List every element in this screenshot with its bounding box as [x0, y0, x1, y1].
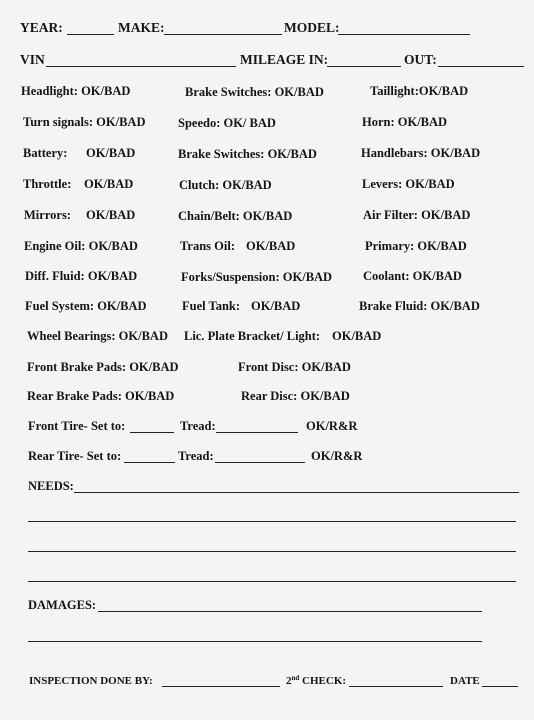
front-tire-label: Front Tire- Set to: [28, 419, 126, 433]
rear-tire-rating: OK/R&R [311, 449, 363, 463]
date-label: DATE [450, 675, 480, 687]
fuel-system-check: Fuel System: OK/BAD [25, 299, 147, 313]
damages-label: DAMAGES: [28, 598, 97, 612]
inspection-done-by-field[interactable] [162, 686, 280, 687]
fuel-tank-value: OK/BAD [251, 299, 301, 313]
coolant-check: Coolant: OK/BAD [363, 269, 462, 283]
model-label: MODEL: [284, 20, 340, 35]
diff-fluid-check: Diff. Fluid: OK/BAD [25, 269, 138, 283]
handlebars-check: Handlebars: OK/BAD [361, 146, 481, 160]
rear-tread-field[interactable] [215, 462, 305, 463]
clutch-check: Clutch: OK/BAD [179, 178, 272, 192]
battery-label: Battery: [23, 146, 68, 160]
rear-tire-pressure-field[interactable] [124, 462, 175, 463]
make-label: MAKE: [118, 20, 165, 35]
front-brake-pads-check: Front Brake Pads: OK/BAD [27, 360, 179, 374]
turn-signals-check: Turn signals: OK/BAD [23, 115, 146, 129]
second-check-suffix: nd [291, 674, 300, 682]
vin-label: VIN [20, 52, 45, 67]
vin-field[interactable] [46, 66, 236, 67]
battery-value: OK/BAD [86, 146, 136, 160]
air-filter-check: Air Filter: OK/BAD [363, 208, 471, 222]
brake-switches-check-2: Brake Switches: OK/BAD [178, 147, 317, 161]
primary-check: Primary: OK/BAD [365, 239, 467, 253]
mileage-out-field[interactable] [438, 66, 524, 67]
throttle-label: Throttle: [23, 177, 72, 191]
throttle-value: OK/BAD [84, 177, 134, 191]
trans-oil-value: OK/BAD [246, 239, 296, 253]
engine-oil-check: Engine Oil: OK/BAD [24, 239, 138, 253]
mileage-out-label: OUT: [404, 52, 437, 67]
mileage-in-label: MILEAGE IN: [240, 52, 329, 67]
needs-field-line-4[interactable] [28, 581, 516, 582]
second-check-label [286, 676, 346, 687]
front-tread-label: Tread: [180, 419, 216, 433]
needs-field-line-2[interactable] [28, 521, 516, 522]
front-disc-check: Front Disc: OK/BAD [238, 360, 351, 374]
second-check-number: 2 [286, 675, 292, 687]
trans-oil-label: Trans Oil: [180, 239, 235, 253]
damages-field-line-2[interactable] [28, 641, 482, 642]
rear-tread-label: Tread: [178, 449, 214, 463]
year-label: YEAR: [20, 20, 63, 35]
date-field[interactable] [482, 686, 518, 687]
brake-fluid-check: Brake Fluid: OK/BAD [359, 299, 480, 313]
wheel-bearings-check: Wheel Bearings: OK/BAD [27, 329, 168, 343]
front-tire-rating: OK/R&R [306, 419, 358, 433]
lic-plate-value: OK/BAD [332, 329, 382, 343]
levers-check: Levers: OK/BAD [362, 177, 455, 191]
horn-check: Horn: OK/BAD [362, 115, 448, 129]
fuel-tank-label: Fuel Tank: [182, 299, 241, 313]
damages-field-line-1[interactable] [98, 611, 482, 612]
brake-switches-check-1: Brake Switches: OK/BAD [185, 85, 324, 99]
chain-belt-check: Chain/Belt: OK/BAD [178, 209, 293, 223]
needs-field-line-1[interactable] [74, 492, 519, 493]
inspection-done-by-label: INSPECTION DONE BY: [29, 675, 153, 687]
needs-label: NEEDS: [28, 479, 74, 493]
needs-field-line-3[interactable] [28, 551, 516, 552]
speedo-check: Speedo: OK/ BAD [178, 116, 276, 130]
forks-suspension-check: Forks/Suspension: OK/BAD [181, 270, 333, 284]
lic-plate-label: Lic. Plate Bracket/ Light: [184, 329, 321, 343]
front-tread-field[interactable] [216, 432, 298, 433]
mirrors-value: OK/BAD [86, 208, 136, 222]
rear-brake-pads-check: Rear Brake Pads: OK/BAD [27, 389, 175, 403]
second-check-text: CHECK: [302, 675, 347, 687]
mirrors-label: Mirrors: [24, 208, 71, 222]
rear-disc-check: Rear Disc: OK/BAD [241, 389, 350, 403]
year-field[interactable] [67, 34, 114, 35]
mileage-in-field[interactable] [327, 66, 401, 67]
rear-tire-label: Rear Tire- Set to: [28, 449, 122, 463]
front-tire-pressure-field[interactable] [130, 432, 174, 433]
make-field[interactable] [164, 34, 282, 35]
headlight-check: Headlight: OK/BAD [21, 84, 131, 98]
second-check-field[interactable] [349, 686, 443, 687]
model-field[interactable] [338, 34, 470, 35]
taillight-check: Taillight:OK/BAD [370, 84, 469, 98]
